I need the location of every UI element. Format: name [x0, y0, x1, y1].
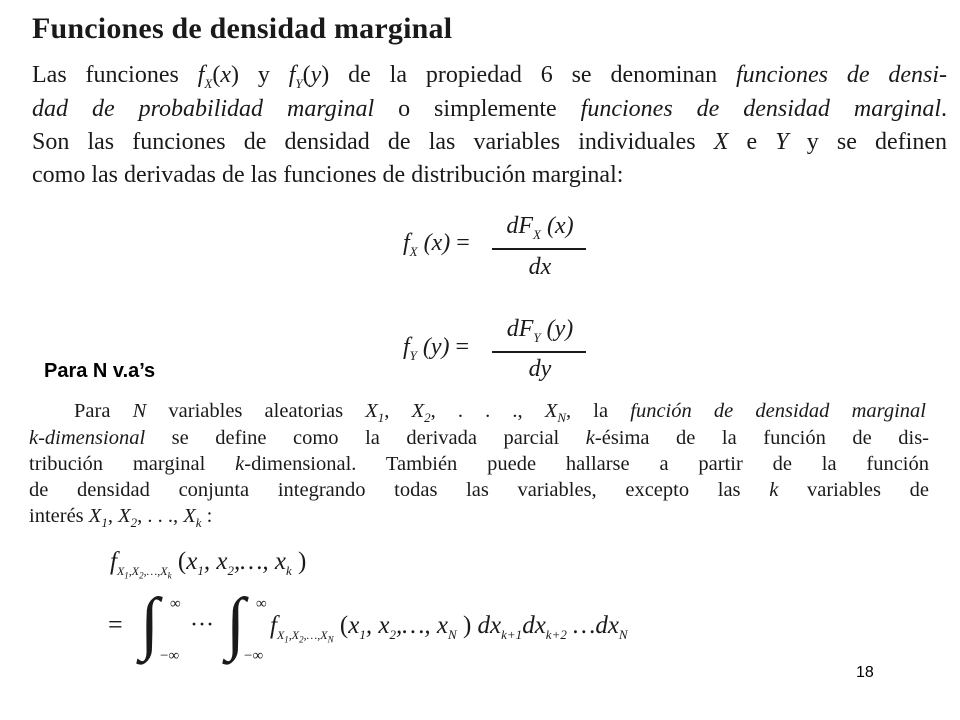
paragraph2-line2: k-dimensional se define como la derivada parcial k-ésima de la función de dis- — [29, 427, 930, 449]
equation-fy-numerator: $dF_Y$ (y) — [506, 316, 574, 345]
equation-fx-lhs: $f_X$ (x) = — [403, 230, 470, 259]
integral-2-upper-limit: ∞ — [256, 596, 267, 612]
equation-fx-numerator: $dF_X$ (x) — [506, 213, 574, 242]
integral-1-lower-limit: −∞ — [160, 648, 180, 664]
paragraph2-line5: interés $X_1$, $X_2$, . . ., $X_k$ : — [29, 505, 213, 531]
equation-fx-denominator: dx — [528, 254, 552, 280]
equation-fy-lhs: $f_Y$ (y) = — [403, 334, 470, 363]
side-label: Para N v.a’s — [44, 360, 156, 382]
paragraph2-line1: Para N variables aleatorias $X_1$, $X_2$, . . ., $X_N$, la función de densidad marginal — [74, 400, 926, 426]
paragraph1-line2: dad de probabilidad marginal o simplemente funciones de densidad marginal. — [32, 96, 947, 122]
page-number: 18 — [856, 664, 874, 681]
equation-fy-fraction-bar — [492, 351, 586, 353]
ellipsis: ··· — [190, 612, 214, 638]
paragraph2-line4: de densidad conjunta integrando todas las variables, excepto las k variables de — [29, 479, 929, 501]
equation-fx-fraction-bar — [492, 248, 586, 250]
paragraph1-line1: Las funciones $f_X(x)$ y $f_Y(y)$ de la propiedad 6 se denominan funciones de densi- — [32, 62, 947, 91]
integral-sign-2: ∫ — [226, 585, 246, 662]
paragraph2-line3: tribución marginal k-dimensional. También puede hallarse a partir de la función — [29, 453, 929, 475]
paragraph1-line3: Son las funciones de densidad de las variables individuales X e Y y se definen — [32, 129, 948, 155]
integral-2-lower-limit: −∞ — [244, 648, 264, 664]
integral-sign-1: ∫ — [140, 585, 160, 662]
equals-sign: = — [108, 610, 123, 639]
equation-marginal-integrand: $f_{X_1,X_2,\dots,X_N}$ ($x_1$, $x_2,\dots$, $x_N$ ) $dx_{k+1}dx_{k+2}$ $\dots dx_N$ — [270, 612, 628, 645]
equation-fy-denominator: dy — [528, 356, 552, 382]
section-title: Funciones de densidad marginal — [32, 12, 453, 45]
paragraph1-line4: como las derivadas de las funciones de distribución marginal: — [32, 162, 624, 188]
equation-marginal-lhs: $f_{X_1,X_2,\dots,X_k}$ ($x_1$, $x_2,\dots$, $x_k$ ) — [110, 548, 307, 581]
integral-1-upper-limit: ∞ — [170, 596, 181, 612]
